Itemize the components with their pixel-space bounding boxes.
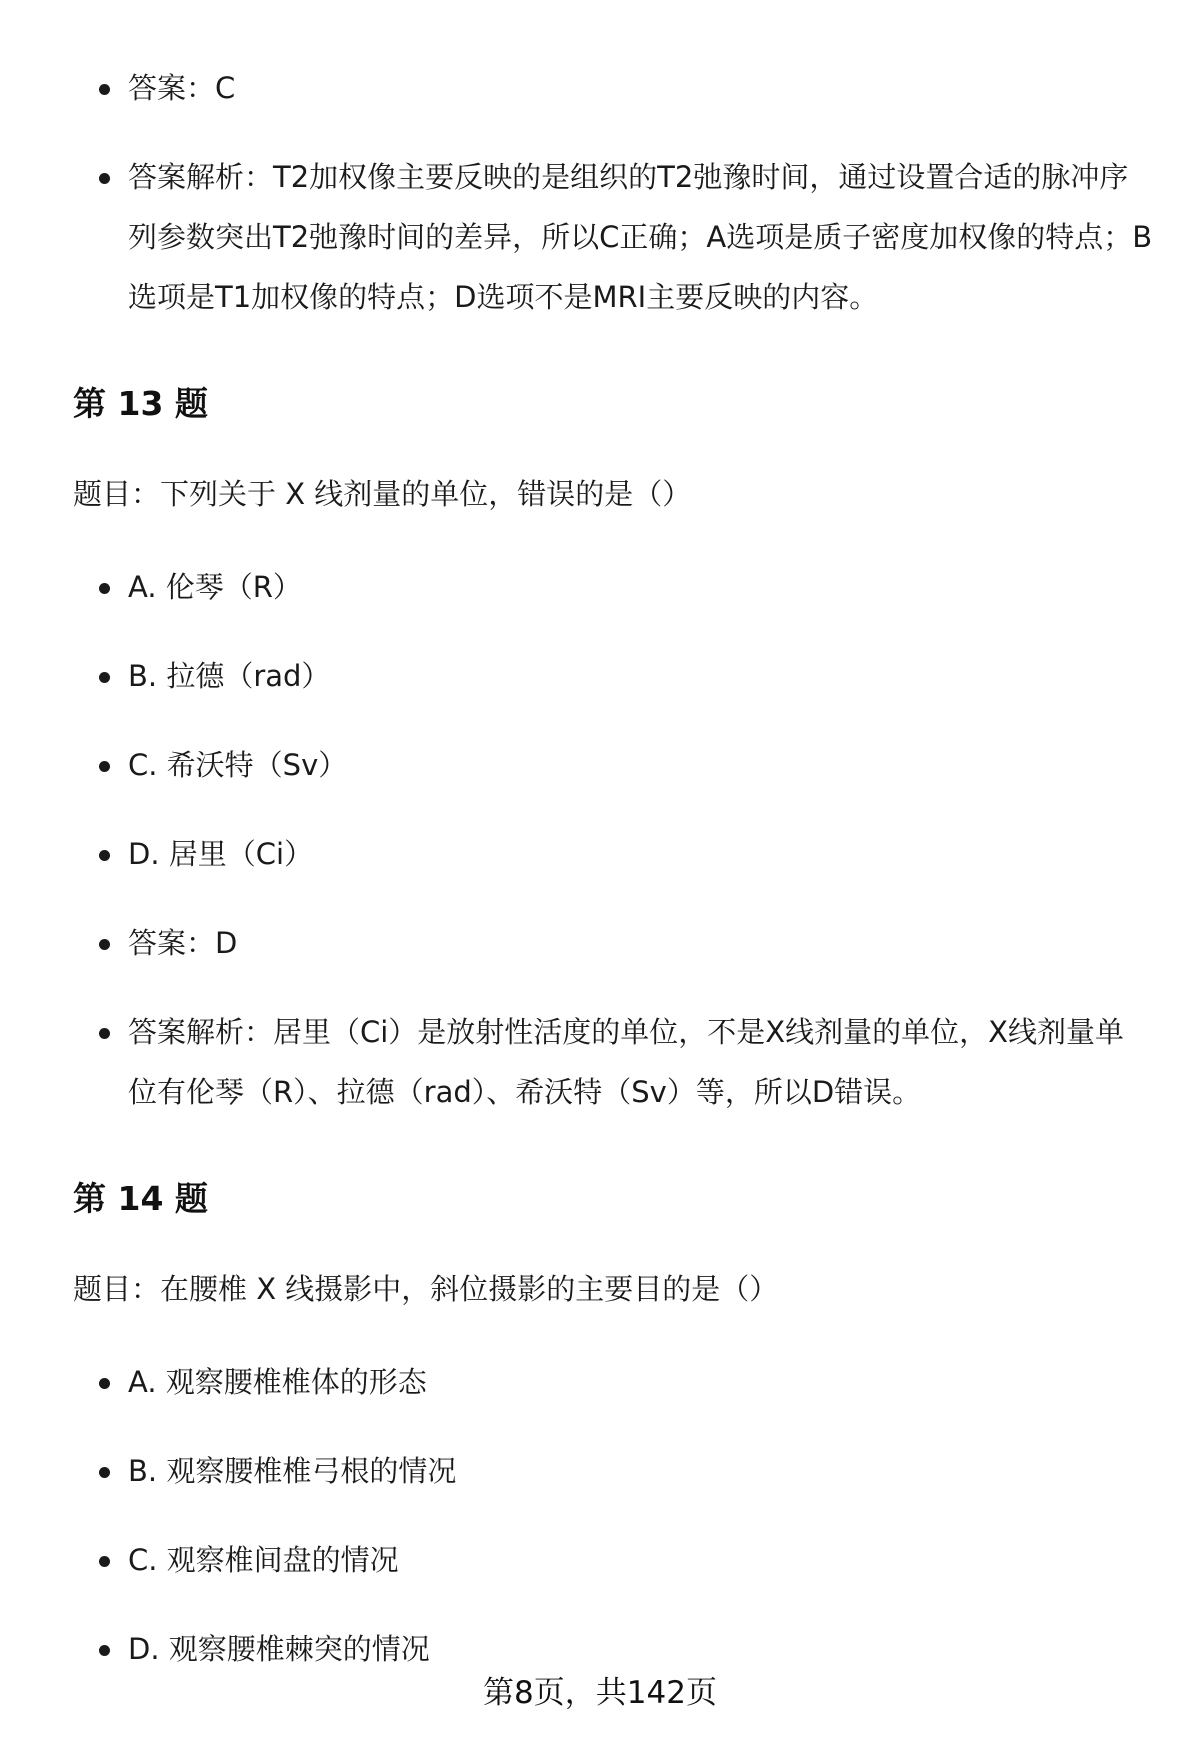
option-text: C. 希沃特（Sv）: [128, 748, 348, 782]
option-text: D. 居里（Ci）: [128, 837, 314, 871]
option-item: [73, 1530, 1153, 1590]
bullet-icon: [99, 761, 110, 772]
option-text: B. 观察腰椎椎弓根的情况: [128, 1454, 457, 1488]
explanation-text: 答案解析：居里（Ci）是放射性活度的单位，不是X线剂量的单位，X线剂量单位有伦琴（R）、拉德（rad）、希沃特（Sv）等，所以D错误。: [128, 1015, 1125, 1109]
prev-question-answers: [73, 58, 1153, 327]
bullet-icon: [99, 1467, 110, 1478]
answer-item: [73, 913, 1153, 973]
option-text: A. 伦琴（R）: [128, 570, 302, 604]
bullet-icon: [99, 1378, 110, 1389]
option-text: C. 观察椎间盘的情况: [128, 1543, 399, 1577]
option-text: A. 观察腰椎椎体的形态: [128, 1365, 427, 1399]
question-14-options: [73, 1352, 1153, 1679]
bullet-icon: [99, 939, 110, 950]
bullet-icon: [99, 583, 110, 594]
question-14-stem: 题目：在腰椎 X 线摄影中，斜位摄影的主要目的是（）: [73, 1272, 779, 1306]
answer-item: [73, 58, 1153, 118]
option-item: [73, 824, 1153, 884]
answer-text: 答案：D: [128, 926, 238, 960]
document-content: [73, 58, 1153, 1708]
question-14-heading: 第 14 题: [73, 1179, 208, 1218]
page-number: 第8页，共142页: [483, 1675, 717, 1711]
question-13-stem: 题目：下列关于 X 线剂量的单位，错误的是（）: [73, 477, 692, 511]
question-13-options: [73, 557, 1153, 1122]
explanation-item: [73, 147, 1153, 327]
bullet-icon: [99, 672, 110, 683]
option-item: [73, 1441, 1153, 1501]
bullet-icon: [99, 84, 110, 95]
bullet-icon: [99, 1028, 110, 1039]
option-item: [73, 1352, 1153, 1412]
bullet-icon: [99, 173, 110, 184]
option-item: [73, 646, 1153, 706]
bullet-icon: [99, 1645, 110, 1656]
bullet-icon: [99, 1556, 110, 1567]
bullet-icon: [99, 850, 110, 861]
answer-text: 答案：C: [128, 71, 236, 105]
option-item: [73, 735, 1153, 795]
question-13-heading: 第 13 题: [73, 384, 208, 423]
option-text: B. 拉德（rad）: [128, 659, 331, 693]
explanation-text: 答案解析：T2加权像主要反映的是组织的T2弛豫时间，通过设置合适的脉冲序列参数突出T2弛豫时间的差异，所以C正确；A选项是质子密度加权像的特点；B选项是T1加权像的特点；D选项不是MRI主要反映的内容。: [128, 160, 1153, 314]
option-text: D. 观察腰椎棘突的情况: [128, 1632, 430, 1666]
option-item: [73, 557, 1153, 617]
explanation-item: [73, 1002, 1153, 1122]
